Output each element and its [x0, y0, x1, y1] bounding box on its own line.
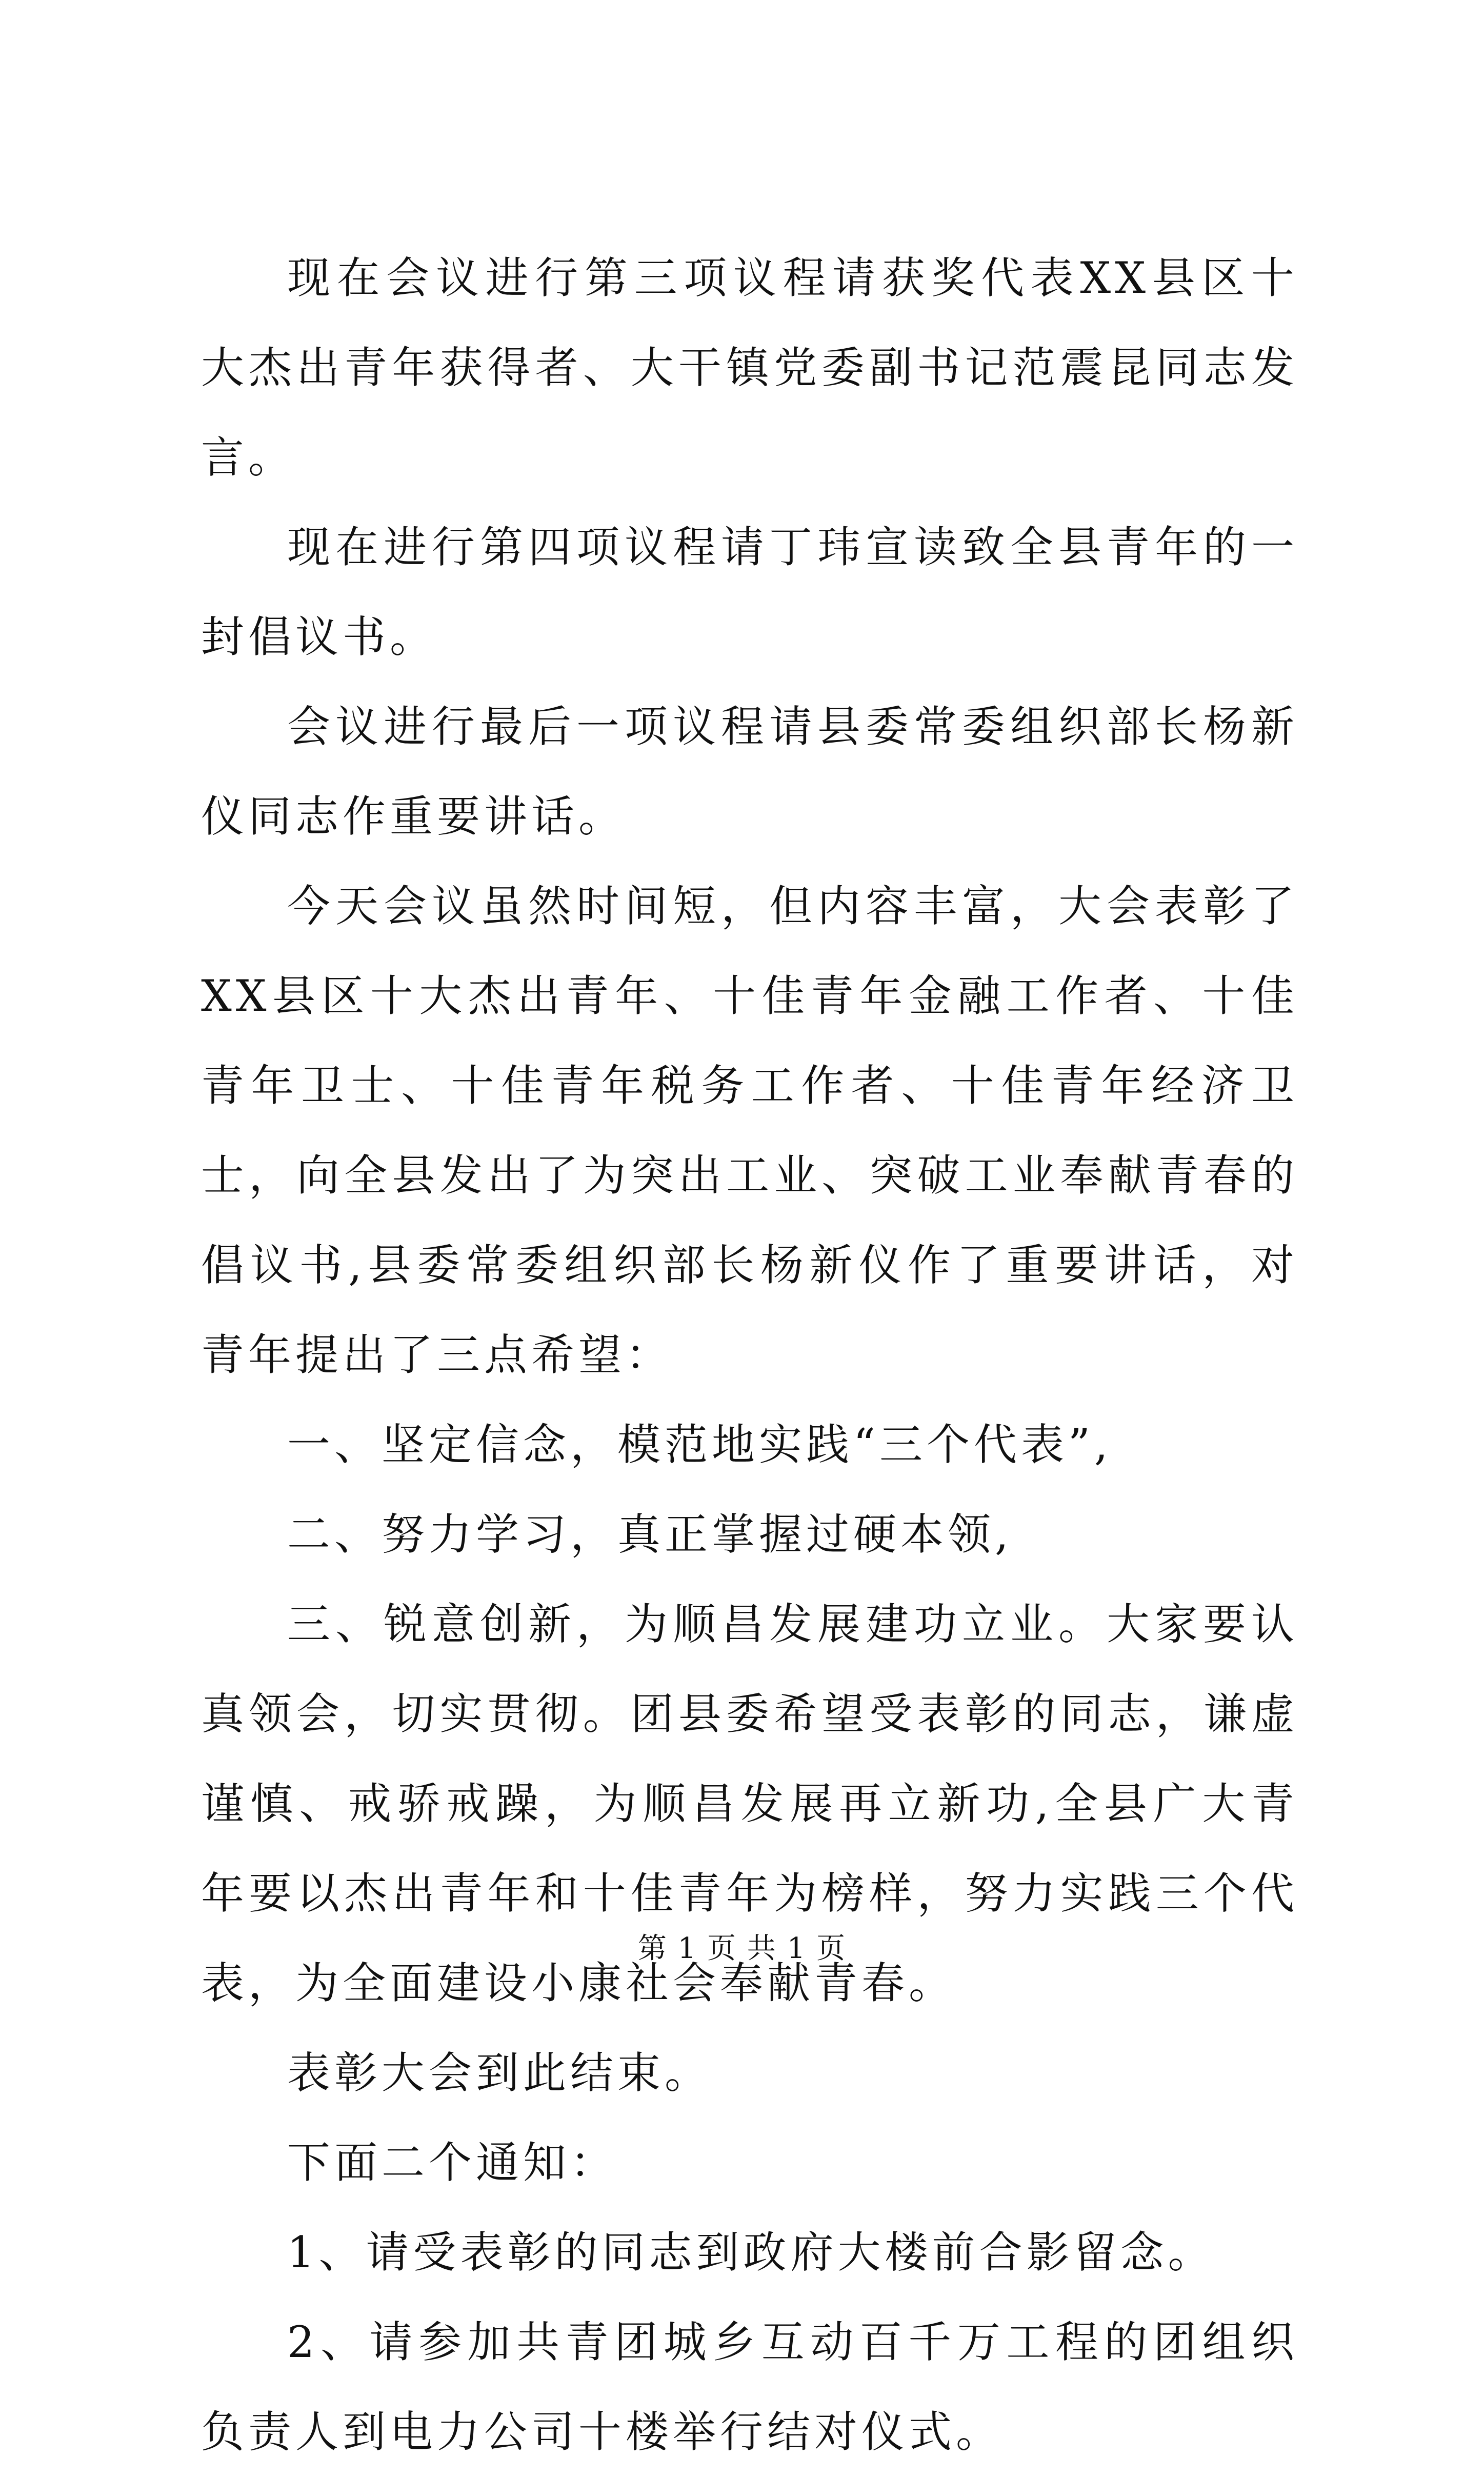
paragraph-notice-one: 1、请受表彰的同志到政府大楼前合影留念。 — [287, 2227, 1215, 2278]
paragraph-hope-three: 三、锐意创新，为顺昌发展建功立业。大家要认真领会，切实贯彻。团县委希望受表彰的同志，谦虚谨慎、戒骄戒躁，为顺昌发展再立新功,全县广大青年要以杰出青年和十佳青年为榜样，努力实践三个代表，为全面建设小康社会奉献青春。 — [201, 1599, 1298, 2008]
page-footer: 第 1 页 共 1 页 — [637, 1932, 847, 1965]
paragraph-hope-one: 一、坚定信念，模范地实践“三个代表”, — [287, 1420, 1112, 1470]
paragraph-summary: 今天会议虽然时间短，但内容丰富，大会表彰了XX县区十大杰出青年、十佳青年金融工作者、十佳青年卫士、十佳青年税务工作者、十佳青年经济卫士，向全县发出了为突出工业、突破工业奉献青春的倡议书,县委常委组织部长杨新仪作了重要讲话，对青年提出了三点希望： — [201, 881, 1298, 1380]
paragraph-notice-two: 2、请参加共青团城乡互动百千万工程的团组织负责人到电力公司十楼举行结对仪式。 — [201, 2317, 1298, 2457]
document-body — [201, 233, 1298, 2477]
paragraph-closing: 表彰大会到此结束。 — [287, 2048, 712, 2098]
paragraph-agenda-four: 现在进行第四项议程请丁玮宣读致全县青年的一封倡议书。 — [201, 522, 1298, 662]
paragraph-hope-two: 二、努力学习，真正掌握过硬本领, — [287, 1509, 1013, 1560]
paragraph-agenda-three: 现在会议进行第三项议程请获奖代表XX县区十大杰出青年获得者、大干镇党委副书记范震昆同志发言。 — [201, 253, 1298, 483]
paragraph-notice-intro: 下面二个通知： — [287, 2138, 618, 2188]
paragraph-agenda-final: 会议进行最后一项议程请县委常委组织部长杨新仪同志作重要讲话。 — [201, 702, 1298, 842]
